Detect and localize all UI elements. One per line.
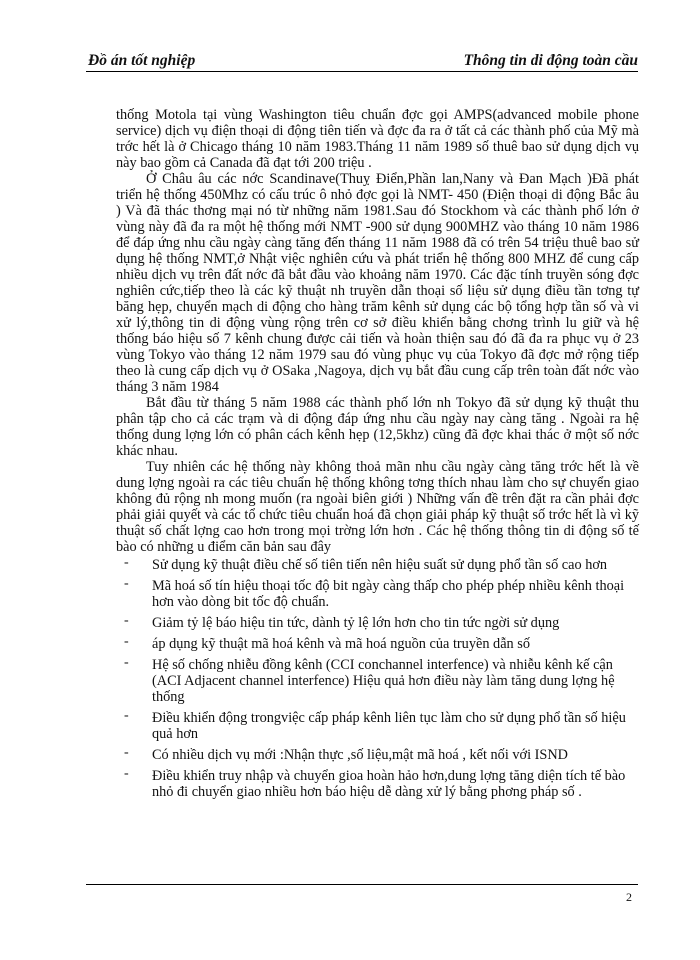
bullet-marker: -	[124, 576, 129, 591]
bullet-marker: -	[124, 745, 129, 760]
header-left-title: Đồ án tốt nghiệp	[88, 52, 196, 69]
list-item	[124, 655, 639, 705]
list-item-text: Có nhiều dịch vụ mới :Nhận thực ,số liệu,mật mã hoá , kết nối với ISND	[152, 747, 568, 763]
paragraph-digital-advantages: Tuy nhiên các hệ thống này không thoả mãn nhu cầu ngày càng tăng trớc hết là về dung lợng ngoài ra các tiêu chuẩn hệ thống không tơng thích nhau làm cho sự chuyển giao không đủ rộng nh mong muốn (ra ngoài biên giới ) Những vấn đề trên đặt ra cần phải đợc phải giải quyết và các tổ chức tiêu chuẩn hoá đã chọn giải pháp kỹ thuật số trớc hết là vì kỹ thuật số chất lợng cao hơn trong mọi trờng lớn hơn . Các hệ thống thông tin di động số tế bào có những u điểm căn bản sau đây	[116, 459, 639, 555]
header-right-title: Thông tin di động toàn cầu	[463, 52, 638, 69]
list-item	[124, 745, 639, 763]
list-item	[124, 576, 639, 610]
header-divider	[86, 71, 638, 72]
page-header	[88, 52, 638, 70]
list-item-text: áp dụng kỹ thuật mã hoá kênh và mã hoá nguồn của truyền dẫn số	[152, 636, 530, 652]
footer-divider	[86, 884, 638, 885]
advantages-list	[116, 557, 639, 800]
list-item-text: Điều khiển truy nhập và chuyển gioa hoàn hảo hơn,dung lợng tăng diện tích tế bào nhỏ đi chuyển giao nhiều hơn báo hiệu dễ dàng xử lý bằng phơng pháp số .	[152, 768, 626, 800]
bullet-marker: -	[124, 613, 129, 628]
list-item-text: Giảm tỷ lệ báo hiệu tin tức, dành tỷ lệ lớn hơn cho tin tức ngời sử dụng	[152, 615, 560, 631]
bullet-marker: -	[124, 708, 129, 723]
list-item	[124, 708, 639, 742]
bullet-marker: -	[124, 555, 129, 570]
list-item	[124, 766, 639, 800]
list-item-text: Điều khiển động trongviệc cấp pháp kênh liên tục làm cho sử dụng phổ tần số hiệu quả hơn	[152, 710, 626, 742]
document-body	[116, 107, 639, 805]
list-item	[124, 555, 639, 573]
paragraph-tokyo-1988: Bắt đầu từ tháng 5 năm 1988 các thành phố lớn nh Tokyo đã sử dụng kỹ thuật thu phân tập cho cả các trạm và di động đáp ứng nhu cầu ngày nay càng tăng . Ngoài ra hệ thống dung lợng lớn có phân cách kênh hẹp (12,5khz) cũng đã đợc khai thác ở một số nớc khác nhau.	[116, 395, 639, 459]
paragraph-europe-japan: Ở Châu âu các nớc Scandinave(Thuỵ Điển,Phần lan,Nany và Đan Mạch )Đã phát triển hệ thống 450Mhz có cấu trúc ô nhỏ đợc gọi là NMT- 450 (Điện thoại di động Bắc âu ) Và đã thác thơng mại nó từ những năm 1981.Sau đó Stockhom và các thành phố lớn ở vùng này đã đa ra một hệ thống mới NMT -900 sử dụng 900MHZ vào tháng 10 năm 1986 để đáp ứng nhu cầu ngày càng tăng đến tháng 11 năm 1988 đã có trên 54 triệu thuê bao sử dụng hệ thống NMT,ở Nhật việc nghiên cứu và phát triển hệ thống 800 MHZ để cung cấp nhiều dịch vụ trên đất nớc đã bắt đầu vào khoảng năm 1970. Các đặc tính truyền sóng đợc nghiên cức,tiếp theo là các kỹ thuật nh truyền dẫn thoại số liệu sử dụng điều tần tơng tự băng hẹp, chuyển mạch di động cho hàng trăm kênh sử dụng các bộ tổng hợp tần số và vi xử lý,thông tin di động vùng rộng trên cơ sở điều khiển bằng chơng trình lu giữ và hệ thống báo hiệu số 7 kênh chung được cải tiến và hoàn thiện sau đó đã đa ra phục vụ ở 23 vùng Tokyo vào tháng 12 năm 1979 sau đó vùng phục vụ của Tokyo đã đợc mở rộng tiếp theo là cung cấp dịch vụ ở OSaka ,Nagoya, dịch vụ bắt đầu cung cấp trên toàn đất nớc vào tháng 3 năm 1984	[116, 171, 639, 395]
list-item-text: Mã hoá số tín hiệu thoại tốc độ bit ngày càng thấp cho phép phép nhiều kênh thoại hơn vào dòng bit tốc độ chuẩn.	[152, 578, 625, 610]
list-item-text: Sử dụng kỹ thuật điều chế số tiên tiến nên hiệu suất sử dụng phổ tần số cao hơn	[152, 557, 608, 573]
paragraph-continuation: thống Motola tại vùng Washington tiêu chuẩn đợc gọi AMPS(advanced mobile phone service) dịch vụ điện thoại di động tiên tiến và đợc đa ra ở tất cả các thành phố của Mỹ mà trớc hết là ở Chicago tháng 10 năm 1983.Tháng 11 năm 1989 số thuê bao sử dụng dịch vụ này bao gồm cả Canada đã đạt tới 200 triệu .	[116, 107, 639, 171]
bullet-marker: -	[124, 655, 129, 670]
bullet-marker: -	[124, 766, 129, 781]
list-item	[124, 613, 639, 631]
list-item-text: Hệ số chống nhiễu đồng kênh (CCI conchannel interfence) và nhiễu kênh kế cận (ACI Adjacent channel interfence) Hiệu quả hơn điều này làm tăng dung lợng hệ thống	[152, 657, 615, 705]
bullet-marker: -	[124, 634, 129, 649]
page-number: 2	[626, 890, 632, 904]
list-item	[124, 634, 639, 652]
